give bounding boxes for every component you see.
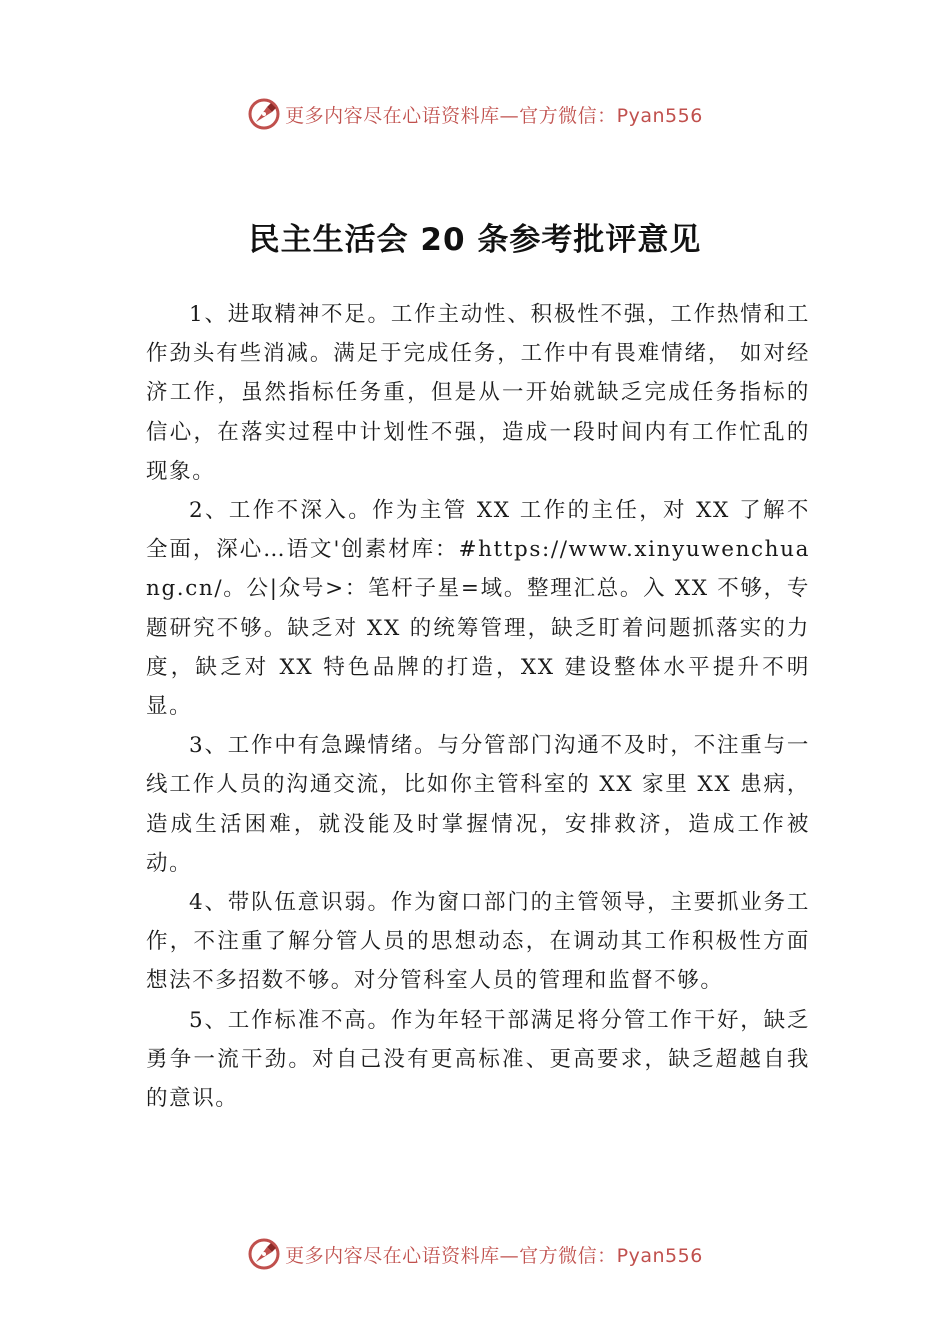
pen-nib-logo-icon [247, 97, 281, 131]
banner-slogan: 更多内容尽在心语资料库— [285, 104, 520, 127]
paragraph-3: 3、工作中有急躁情绪。与分管部门沟通不及时，不注重与一线工作人员的沟通交流，比如你主管科室的 XX 家里 XX 患病，造成生活困难，就没能及时掌握情况，安排救济，造成工作被动。 [146, 733, 810, 876]
banner-wechat: 官方微信：Pyan556 [519, 104, 703, 127]
document-title: 民主生活会 20 条参考批评意见 [248, 222, 702, 258]
banner-wechat: 官方微信：Pyan556 [519, 1244, 703, 1267]
pen-nib-logo-icon [247, 1237, 281, 1271]
paragraph-2: 2、工作不深入。作为主管 XX 工作的主任，对 XX 了解不全面，深心…语文'创素材库：#https://www.xinyuwenchuang.cn/。公|众号>：笔杆子星=域。整理汇总。入 XX 不够，专题研究不够。缺乏对 XX 的统筹管理，缺乏盯着问题抓落实的力度，缺乏对 XX 特色品牌的打造，XX 建设整体水平提升不明显。 [146, 498, 810, 720]
header-banner [0, 94, 950, 134]
banner-text [285, 101, 703, 128]
footer-banner [0, 1234, 950, 1274]
banner-text [285, 1241, 703, 1268]
paragraph-4: 4、带队伍意识弱。作为窗口部门的主管领导，主要抓业务工作，不注重了解分管人员的思想动态，在调动其工作积极性方面想法不多招数不够。对分管科室人员的管理和监督不够。 [146, 890, 810, 994]
banner-slogan: 更多内容尽在心语资料库— [285, 1244, 520, 1267]
paragraph-1: 1、进取精神不足。工作主动性、积极性不强，工作热情和工作劲头有些消减。满足于完成任务，工作中有畏难情绪， 如对经济工作，虽然指标任务重，但是从一开始就缺乏完成任务指标的信心，在落实过程中计划性不强，造成一段时间内有工作忙乱的现象。 [146, 302, 810, 484]
paragraph-5: 5、工作标准不高。作为年轻干部满足将分管工作干好，缺乏勇争一流干劲。对自己没有更高标准、更高要求，缺乏超越自我的意识。 [146, 1007, 810, 1112]
document-body [146, 295, 810, 1118]
